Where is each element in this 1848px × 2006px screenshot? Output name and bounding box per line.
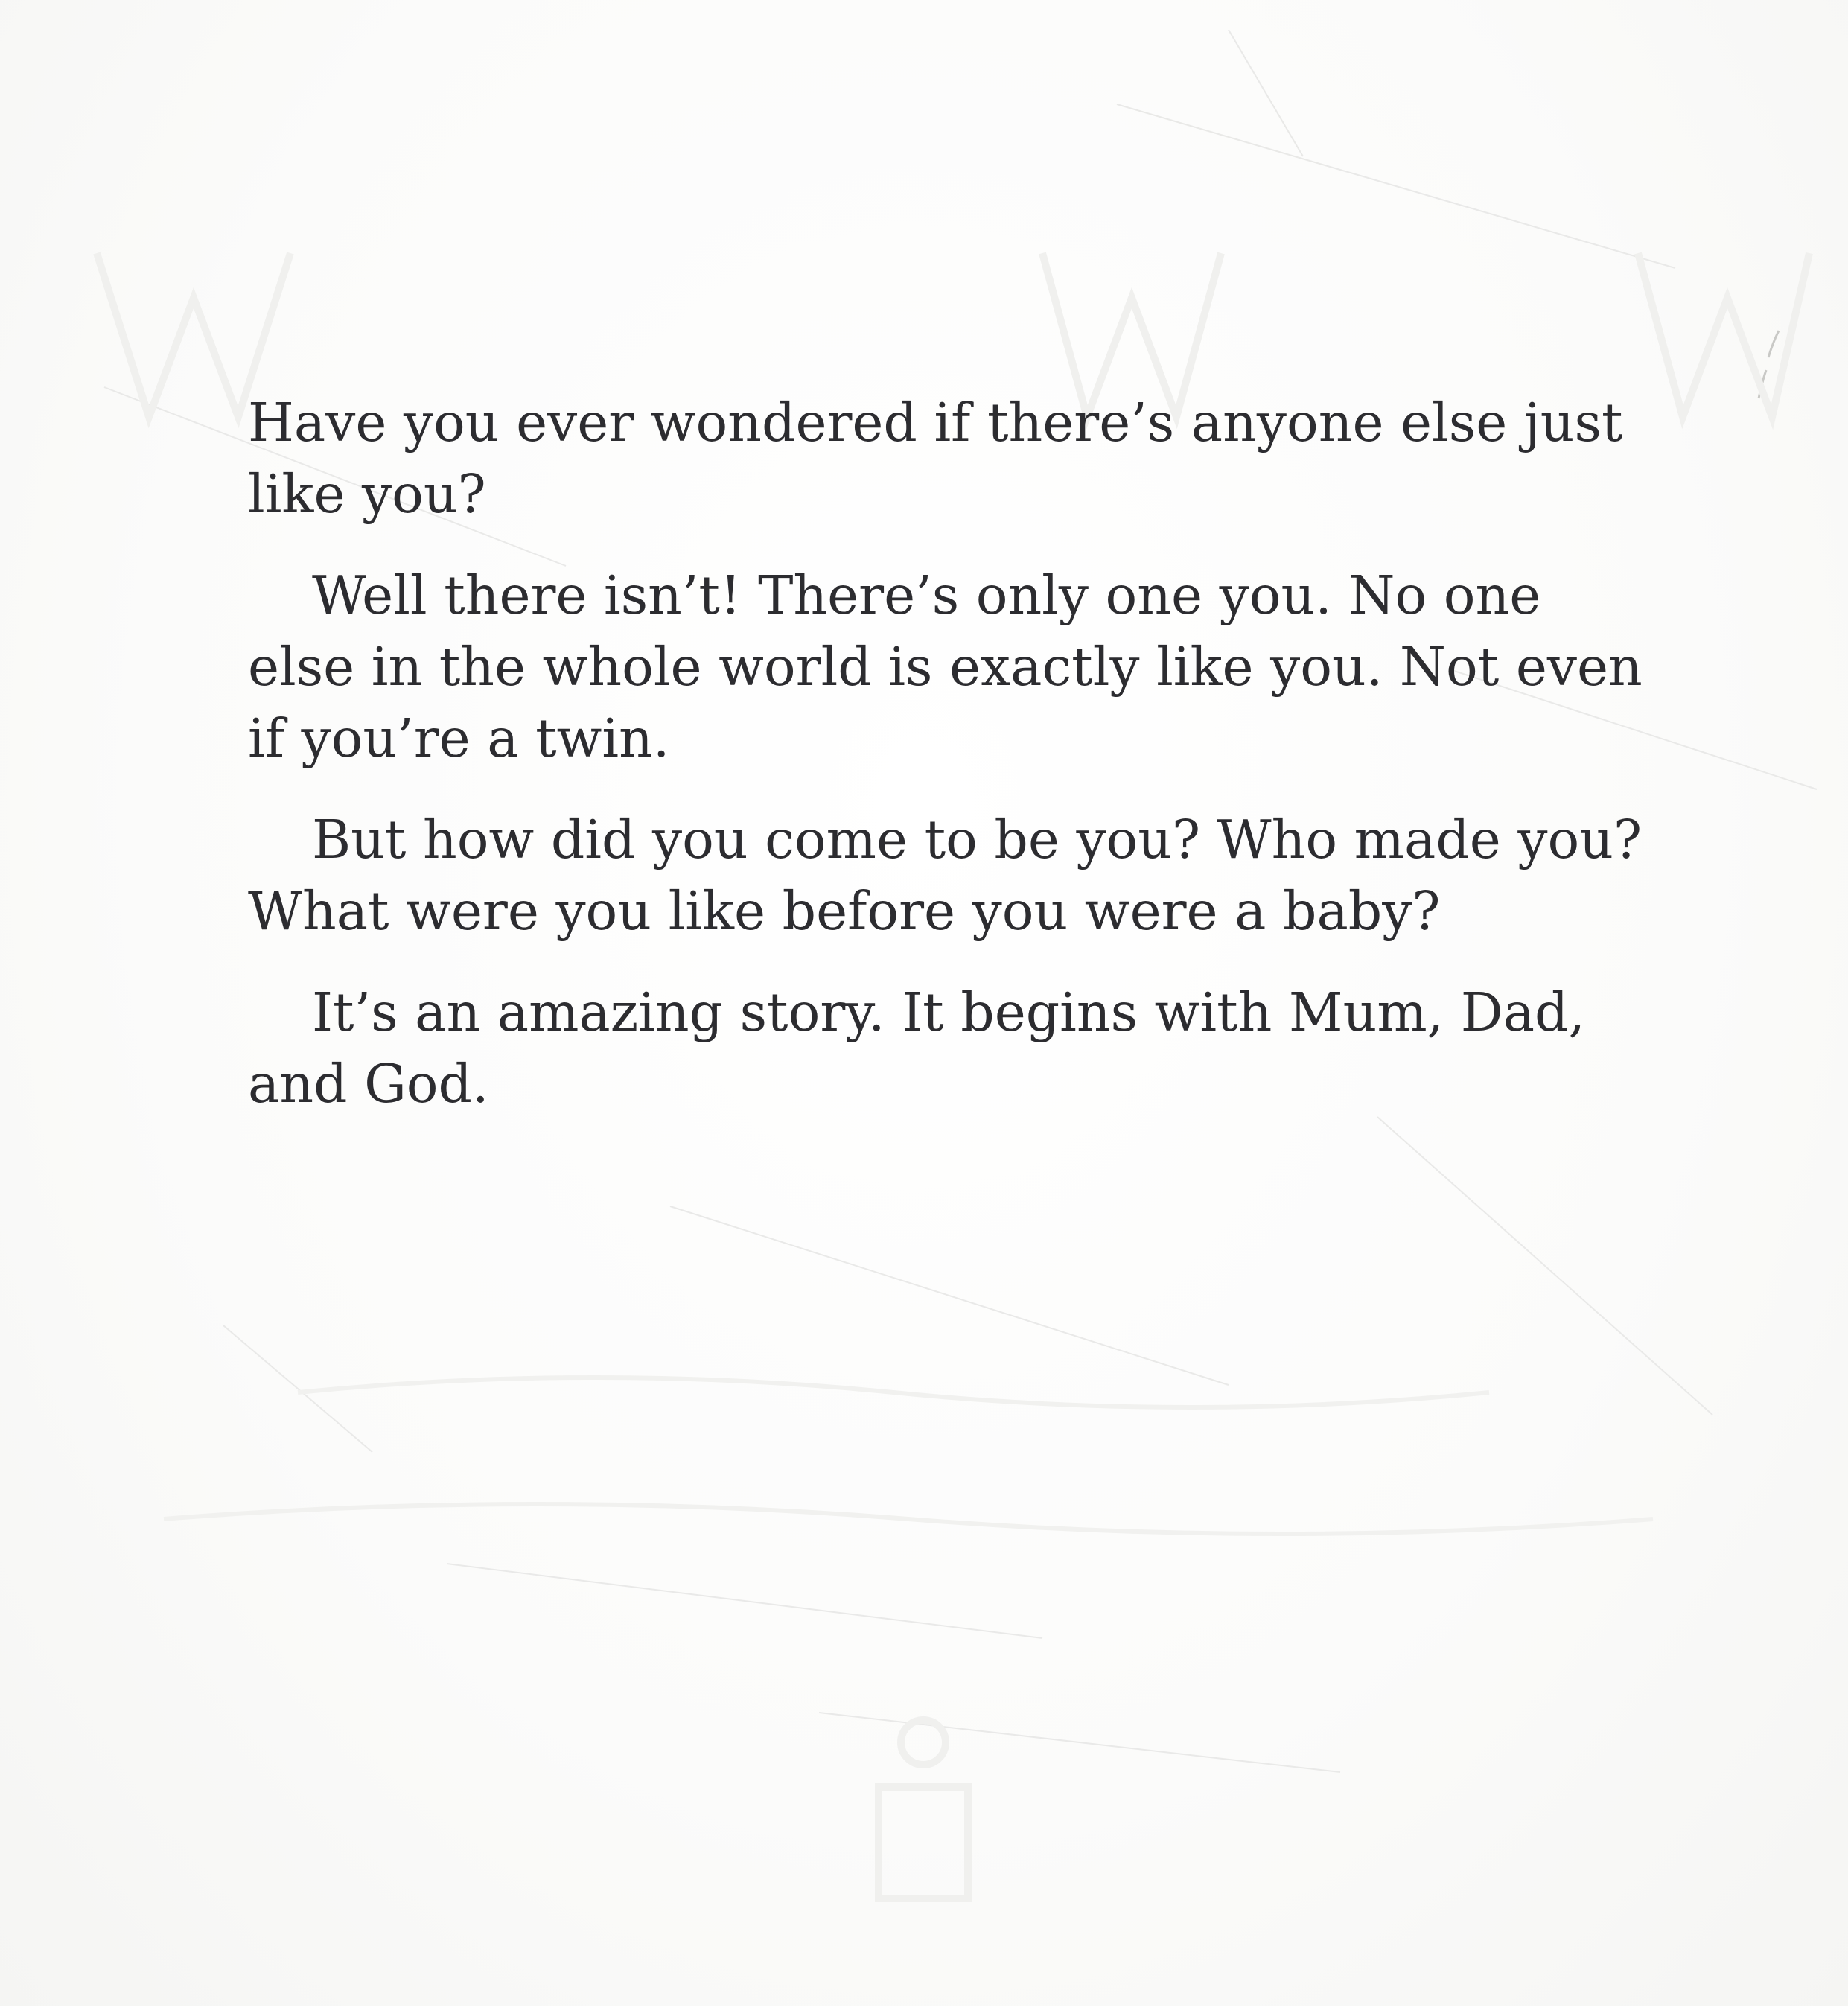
paragraph-1: Have you ever wondered if there’s anyone else just like you? — [248, 392, 1623, 525]
paragraph-4: It’s an amazing story. It begins with Mum, Dad, and God. — [248, 981, 1586, 1115]
paragraph-2: Well there isn’t! There’s only one you. No one else in the whole world is exactly like you. Not even if you’re a twin. — [248, 564, 1643, 769]
story-text — [248, 387, 1663, 1150]
paragraph-3: But how did you come to be you? Who made you? What were you like before you were a baby? — [248, 809, 1643, 942]
